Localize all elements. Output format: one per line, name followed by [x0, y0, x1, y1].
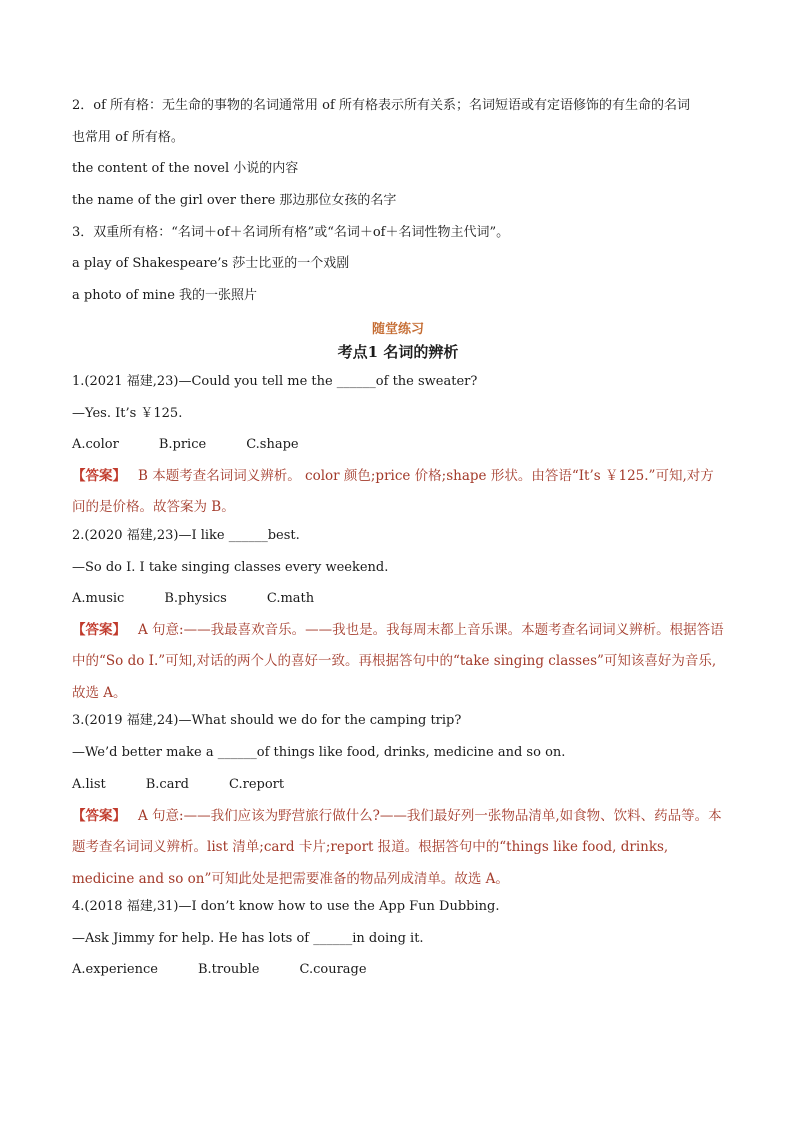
intro-example-1: the content of the novel 小说的内容 — [72, 161, 299, 177]
question-4-reply: —Ask Jimmy for help. He has lots of ______in doing it. — [72, 930, 424, 946]
question-3-stem: 3.(2019 福建,24)—What should we do for the camping trip? — [72, 713, 462, 729]
question-1-option-b: B.price — [158, 437, 207, 453]
question-3-option-c: C.report — [229, 776, 285, 792]
answer-tag: 【答案】 — [72, 621, 126, 638]
section-heading: 考点1 名词的辨析 — [337, 342, 459, 361]
question-1-stem: 1.(2021 福建,23)—Could you tell me the ______of the sweater? — [72, 373, 478, 389]
intro-example-2: the name of the girl over there 那边那位女孩的名字 — [72, 193, 397, 209]
question-4-stem: 4.(2018 福建,31)—I don’t know how to use the App Fun Dubbing. — [72, 899, 500, 914]
question-4-option-b: B.trouble — [197, 962, 260, 978]
question-4-options — [72, 960, 724, 980]
question-2-options — [72, 589, 724, 609]
question-1-answer — [72, 461, 724, 524]
intro-p3: 3．双重所有格：“名词＋of＋名词所有格”或“名词＋of＋名词性物主代词”。 — [72, 224, 510, 240]
question-1-reply: —Yes. It’s ￥125. — [72, 405, 183, 421]
question-3-answer — [72, 801, 724, 896]
answer-text: A 句意:——我们应该为野营旅行做什么?——我们最好列一张物品清单,如食物、饮料、药品等。本题考查名词词义辨析。list 清单;card 卡片;report 报道。根据答句中的“things like food, drinks, medicine and so on”可知此处是把需要准备的物品列成清单。故选 A。 — [72, 807, 722, 887]
intro-example-4: a photo of mine 我的一张照片 — [72, 288, 258, 304]
question-2-answer — [72, 615, 724, 710]
intro-p2-line2: 也常用 of 所有格。 — [72, 129, 184, 145]
question-3-options — [72, 775, 724, 795]
question-2-option-b: B.physics — [164, 591, 227, 607]
question-2-stem: 2.(2020 福建,23)—I like ______best. — [72, 527, 300, 543]
question-3-reply: —We’d better make a ______of things like food, drinks, medicine and so on. — [72, 745, 566, 761]
question-3-option-a: A.list — [72, 776, 106, 792]
answer-text: B 本题考查名词词义辨析。 color 颜色;price 价格;shape 形状。由答语“It’s ￥125.”可知,对方问的是价格。故答案为 B。 — [72, 467, 714, 516]
answer-text: A 句意:——我最喜欢音乐。——我也是。我每周末都上音乐课。本题考查名词词义辨析。根据答语中的“So do I.”可知,对话的两个人的喜好一致。再根据答句中的“take singing classes”可知该喜好为音乐,故选 A。 — [72, 621, 724, 701]
question-1-option-c: C.shape — [246, 437, 299, 453]
question-1-options — [72, 435, 724, 455]
section-title: 随堂练习 — [371, 321, 424, 337]
question-2-reply: —So do I. I take singing classes every weekend. — [72, 559, 389, 575]
question-3-option-b: B.card — [145, 776, 189, 792]
intro-p2-line1: 2．of 所有格：无生命的事物的名词通常用 of 所有格表示所有关系；名词短语或有定语修饰的有生命的名词 — [72, 98, 690, 113]
question-2-option-a: A.music — [72, 591, 125, 607]
answer-tag: 【答案】 — [72, 467, 126, 484]
answer-tag: 【答案】 — [72, 807, 126, 824]
intro-example-3: a play of Shakespeare’s 莎士比亚的一个戏剧 — [72, 256, 350, 272]
question-2-option-c: C.math — [266, 591, 315, 607]
question-4-option-a: A.experience — [72, 962, 158, 978]
question-4-option-c: C.courage — [299, 962, 367, 978]
question-1-option-a: A.color — [72, 437, 119, 453]
